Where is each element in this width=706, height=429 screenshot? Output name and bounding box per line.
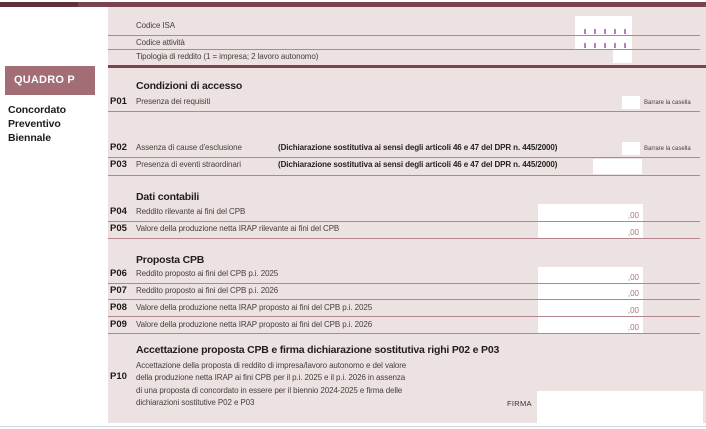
- section-title-accettazione: Accettazione proposta CPB e firma dichiarazione sostitutiva righi P02 e P03: [136, 344, 500, 356]
- p09-amount-suffix: ,00: [627, 323, 639, 332]
- quadro-p-label: QUADRO P: [14, 74, 75, 86]
- row-number-p01: P01: [110, 96, 127, 107]
- row-separator: [108, 238, 700, 239]
- row-separator: [108, 157, 700, 158]
- row-label-p02: Assenza di cause d'esclusione: [136, 143, 242, 152]
- p01-checkbox-hint: Barrare la casella: [644, 100, 691, 106]
- p05-amount-suffix: ,00: [627, 228, 639, 237]
- p02-checkbox-hint: Barrare la casella: [644, 146, 691, 152]
- section-title-dati-contabili: Dati contabili: [136, 191, 200, 203]
- row-number-p07: P07: [110, 285, 127, 296]
- row-separator: [108, 316, 700, 317]
- p01-checkbox[interactable]: [622, 96, 640, 109]
- p10-text-line-3: di una proposta di concordato in essere per il biennio 2024-2025 e firma delle: [136, 386, 403, 395]
- section-divider: [108, 65, 706, 68]
- field-label-tipologia-reddito: Tipologia di reddito (1 = impresa; 2 lavoro autonomo): [136, 52, 319, 61]
- p10-text-line-2: della produzione netta IRAP ai fini CPB per il p.i. 2025 e il p.i. 2026 in assenza: [136, 373, 406, 382]
- row-number-p03: P03: [110, 159, 127, 170]
- firma-label: FIRMA: [507, 399, 532, 408]
- top-rule: [0, 2, 706, 7]
- row-label-p07: Reddito proposto ai fini del CPB p.i. 2026: [136, 286, 279, 295]
- top-rule-dark-segment: [0, 2, 78, 7]
- comb-tick: [604, 29, 606, 34]
- bottom-rule: [0, 426, 706, 427]
- row-number-p06: P06: [110, 268, 127, 279]
- sidebar-title-line-2: Preventivo: [8, 118, 61, 130]
- row-label-p03: Presenza di eventi straordinari: [136, 160, 241, 169]
- p10-text-line-4: dichiarazioni sostitutive P02 e P03: [136, 398, 255, 407]
- field-label-codice-attivita: Codice attività: [136, 38, 185, 47]
- row-label-p01: Presenza dei requisiti: [136, 97, 211, 106]
- comb-tick: [594, 43, 596, 48]
- p04-amount-suffix: ,00: [627, 211, 639, 220]
- row-number-p05: P05: [110, 223, 127, 234]
- row-separator: [108, 283, 700, 284]
- comb-tick: [594, 29, 596, 34]
- row-label-p09: Valore della produzione netta IRAP proposto ai fini del CPB p.i. 2026: [136, 320, 373, 329]
- comb-tick: [614, 29, 616, 34]
- p10-text-line-1: Accettazione della proposta di reddito di impresa/lavoro autonomo e del valore: [136, 361, 407, 370]
- comb-tick: [604, 43, 606, 48]
- row-separator: [108, 299, 700, 300]
- row-number-p04: P04: [110, 206, 127, 217]
- row-number-p08: P08: [110, 302, 127, 313]
- comb-tick: [584, 43, 586, 48]
- row-separator: [108, 175, 700, 176]
- comb-tick: [624, 43, 626, 48]
- sidebar-title-line-3: Biennale: [8, 132, 51, 144]
- row-separator: [108, 221, 700, 222]
- row-label-p05: Valore della produzione netta IRAP rilevante ai fini del CPB: [136, 224, 340, 233]
- row-label-p06: Reddito proposto ai fini del CPB p.i. 2025: [136, 269, 279, 278]
- row-separator: [108, 333, 700, 334]
- p08-amount-suffix: ,00: [627, 306, 639, 315]
- row-number-p09: P09: [110, 319, 127, 330]
- row-number-p02: P02: [110, 142, 127, 153]
- row-separator: [108, 49, 700, 50]
- comb-tick: [624, 29, 626, 34]
- comb-tick: [584, 29, 586, 34]
- sidebar-title-line-1: Concordato: [8, 104, 66, 116]
- section-title-condizioni: Condizioni di accesso: [136, 80, 243, 92]
- row-number-p10: P10: [110, 371, 127, 382]
- section-title-proposta-cpb: Proposta CPB: [136, 254, 205, 266]
- quadro-p-badge: [5, 66, 95, 95]
- row-separator: [108, 35, 700, 36]
- p07-amount-suffix: ,00: [627, 289, 639, 298]
- row-label-p04: Reddito rilevante ai fini del CPB: [136, 207, 246, 216]
- p02-checkbox[interactable]: [622, 142, 640, 155]
- row-separator: [108, 111, 700, 112]
- row-note-p03: (Dichiarazione sostitutiva ai sensi degli articoli 46 e 47 del DPR n. 445/2000): [278, 160, 558, 169]
- tipologia-reddito-cell[interactable]: [613, 49, 632, 63]
- p03-input-field[interactable]: [593, 159, 642, 174]
- firma-signature-field[interactable]: [537, 391, 703, 423]
- row-label-p08: Valore della produzione netta IRAP proposto ai fini del CPB p.i. 2025: [136, 303, 373, 312]
- p06-amount-suffix: ,00: [627, 273, 639, 282]
- field-label-codice-isa: Codice ISA: [136, 21, 176, 30]
- comb-tick: [614, 43, 616, 48]
- row-note-p02: (Dichiarazione sostitutiva ai sensi degli articoli 46 e 47 del DPR n. 445/2000): [278, 143, 558, 152]
